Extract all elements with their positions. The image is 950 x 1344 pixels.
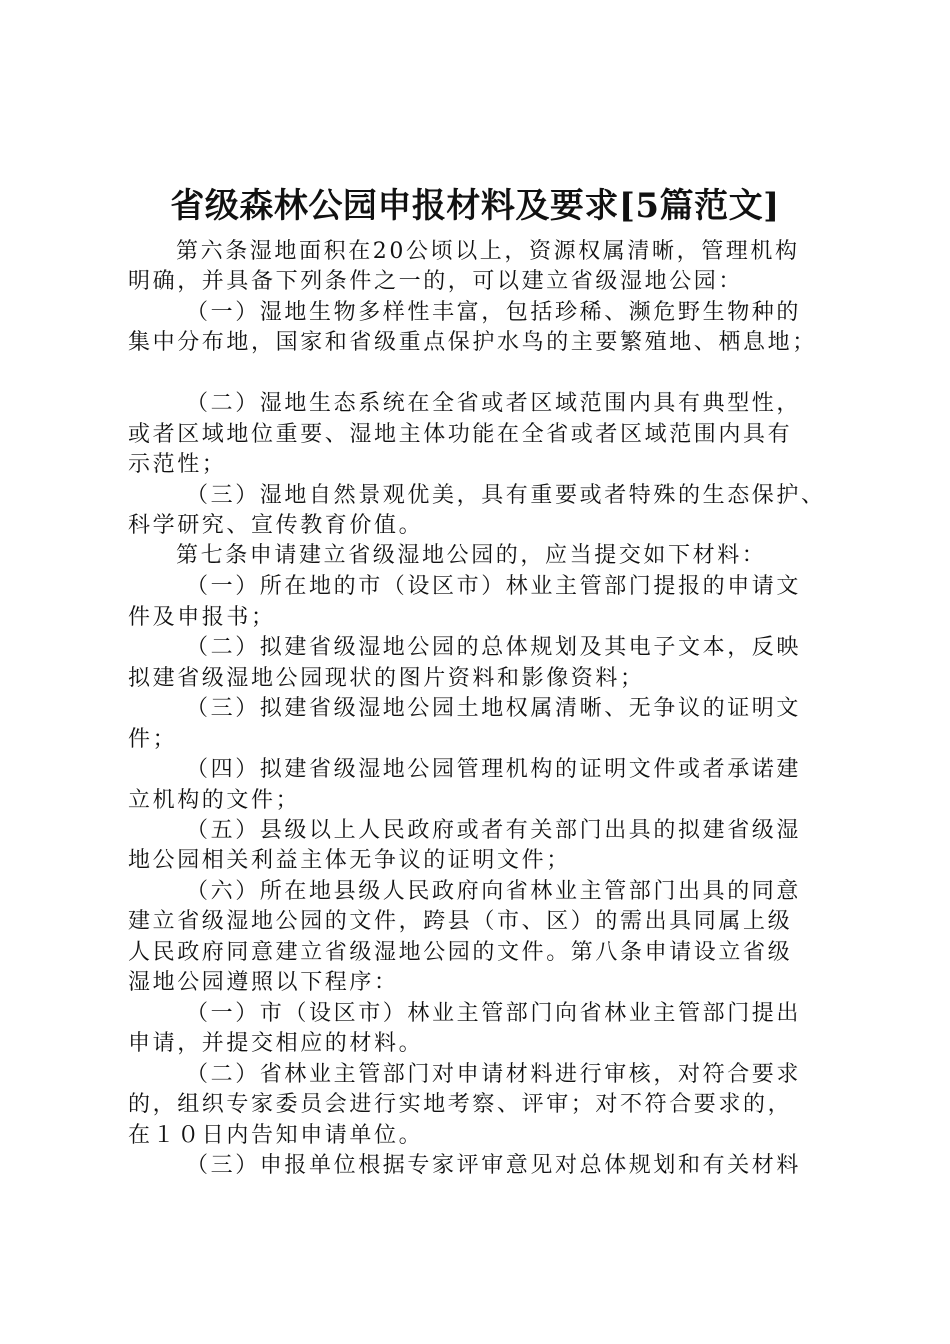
- document-title: 省级森林公园申报材料及要求[5篇范文]: [170, 186, 780, 226]
- paragraph-line: 的，组织专家委员会进行实地考察、评审；对不符合要求的，: [128, 1092, 793, 1117]
- paragraph-line: 集中分布地，国家和省级重点保护水鸟的主要繁殖地、栖息地；: [128, 330, 817, 355]
- paragraph-line: 湿地公园遵照以下程序：: [128, 970, 399, 995]
- paragraph-line: 件及申报书；: [128, 605, 276, 630]
- paragraph-line: （三）申报单位根据专家评审意见对总体规划和有关材料: [186, 1153, 802, 1178]
- paragraph-line: 人民政府同意建立省级湿地公园的文件。第八条申请设立省级: [128, 940, 793, 965]
- paragraph-line: （二）湿地生态系统在全省或者区域范围内具有典型性，: [186, 391, 802, 416]
- paragraph-line: （一）湿地生物多样性丰富，包括珍稀、濒危野生物种的: [186, 300, 802, 325]
- paragraph-line: 立机构的文件；: [128, 788, 301, 813]
- paragraph-line: （一）市（设区市）林业主管部门向省林业主管部门提出: [186, 1001, 802, 1026]
- paragraph-line: 科学研究、宣传教育价值。: [128, 513, 424, 538]
- paragraph-line: 第六条湿地面积在20公顷以上，资源权属清晰，管理机构: [176, 239, 800, 264]
- paragraph-line: （二）省林业主管部门对申请材料进行审核，对符合要求: [186, 1062, 802, 1087]
- paragraph-line: 在１０日内告知申请单位。: [128, 1123, 424, 1148]
- paragraph-line: （二）拟建省级湿地公园的总体规划及其电子文本，反映: [186, 635, 802, 660]
- paragraph-line: 明确，并具备下列条件之一的，可以建立省级湿地公园：: [128, 269, 744, 294]
- paragraph-line: 建立省级湿地公园的文件，跨县（市、区）的需出具同属上级: [128, 909, 793, 934]
- paragraph-line: 地公园相关利益主体无争议的证明文件；: [128, 848, 571, 873]
- paragraph-line: 件；: [128, 727, 178, 752]
- paragraph-line: 示范性；: [128, 452, 227, 477]
- paragraph-line: 第七条申请建立省级湿地公园的，应当提交如下材料：: [176, 543, 767, 568]
- paragraph-line: （三）拟建省级湿地公园土地权属清晰、无争议的证明文: [186, 696, 802, 721]
- paragraph-line: （六）所在地县级人民政府向省林业主管部门出具的同意: [186, 879, 802, 904]
- paragraph-line: （四）拟建省级湿地公园管理机构的证明文件或者承诺建: [186, 757, 802, 782]
- paragraph-line: 申请，并提交相应的材料。: [128, 1031, 424, 1056]
- paragraph-line: （五）县级以上人民政府或者有关部门出具的拟建省级湿: [186, 818, 802, 843]
- paragraph-line: （一）所在地的市（设区市）林业主管部门提报的申请文: [186, 574, 802, 599]
- paragraph-line: 或者区域地位重要、湿地主体功能在全省或者区域范围内具有: [128, 422, 793, 447]
- paragraph-line: （三）湿地自然景观优美，具有重要或者特殊的生态保护、: [186, 483, 826, 508]
- paragraph-line: 拟建省级湿地公园现状的图片资料和影像资料；: [128, 666, 645, 691]
